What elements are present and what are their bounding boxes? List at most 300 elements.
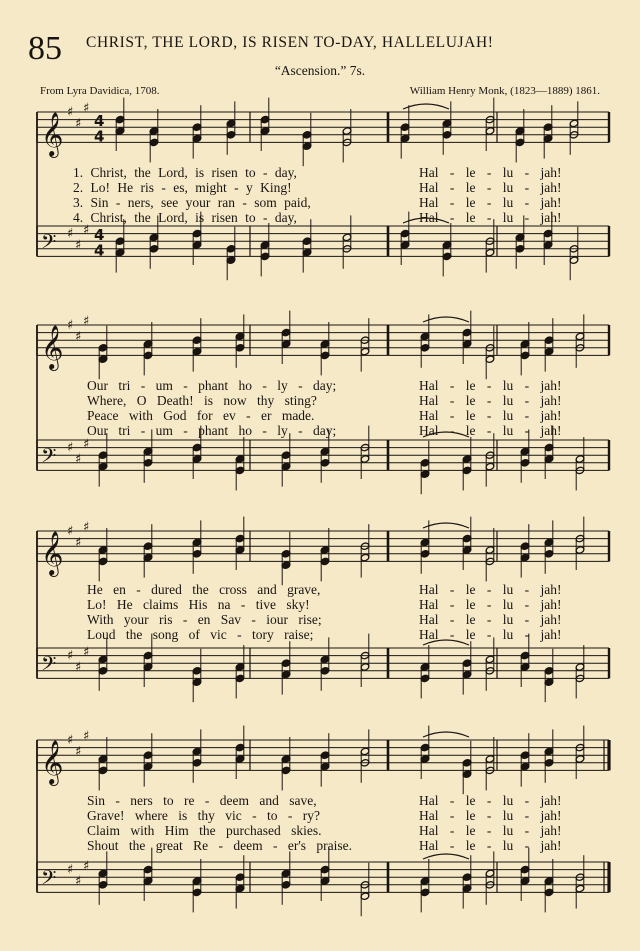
lyric-hallelujah: Hal - le - lu - jah! [419,423,562,438]
note-head [543,134,553,142]
sharp-icon: ♯ [75,535,82,551]
note-head [143,351,153,359]
sharp-icon: ♯ [67,226,74,242]
note-head [544,747,554,755]
lyric-verse-text: Peace with God for ev - er made. [87,408,315,423]
note-head [98,546,108,554]
note-head [235,884,245,892]
sharp-icon: ♯ [83,729,90,745]
note-head [485,237,495,245]
note-head [143,651,153,659]
note-head [320,546,330,554]
lyric-verse-text: Claim with Him the purchased skies. [87,823,322,838]
note-head [149,245,159,253]
note-head [235,873,245,881]
note-head [520,447,530,455]
note-head [98,755,108,763]
note-head [442,131,452,139]
note-head [320,340,330,348]
note-head [420,459,430,467]
note-head [462,466,472,474]
lyric-hallelujah: Hal - le - lu - jah! [419,195,562,210]
treble-staff [37,311,609,380]
note-head [260,115,270,123]
note-head [485,557,495,565]
note-head [98,451,108,459]
lyric-hallelujah: Hal - le - lu - jah! [419,582,562,597]
note-head [320,762,330,770]
note-head [462,659,472,667]
note-head [462,534,472,542]
sharp-icon: ♯ [75,238,82,253]
note-head [260,241,270,249]
sharp-icon: ♯ [83,644,90,660]
note-head [226,245,236,253]
note-head [143,877,153,885]
note-head [143,751,153,759]
note-head [281,869,291,877]
note-head [360,443,370,451]
note-head [462,670,472,678]
lyric-verse-text: 4. Christ, the Lord, is risen to - day, [73,210,297,225]
note-head [235,546,245,554]
lyric-verse-text: Our tri - um - phant ho - ly - day; [87,423,337,438]
text-source: From Lyra Davidica, 1708. [40,85,160,97]
note-head [98,655,108,663]
slur [423,317,469,322]
note-head [235,674,245,682]
note-head [544,455,554,463]
note-head [485,344,495,352]
note-head [485,667,495,675]
note-head [320,351,330,359]
sharp-icon: ♯ [75,329,82,345]
note-head [98,881,108,889]
note-head [575,546,585,554]
lyric-line [0,627,640,642]
lyric-hallelujah: Hal - le - lu - jah! [419,793,562,808]
note-head [543,241,553,249]
slur [423,732,469,737]
note-head [462,328,472,336]
note-head [360,347,370,355]
note-head [520,459,530,467]
lyric-line [0,582,640,597]
lyric-verse-text: 3. Sin - ners, see your ran - som paid, [73,195,311,210]
lyric-verse-text: 1. Christ, the Lord, is risen to - day, [73,165,297,180]
lyric-verse-text: Our tri - um - phant ho - ly - day; [87,378,337,393]
slur [423,854,469,859]
note-head [544,888,554,896]
lyric-hallelujah: Hal - le - lu - jah! [419,393,562,408]
lyric-hallelujah: Hal - le - lu - jah! [419,838,562,853]
bass-clef-icon: 𝄢 [41,651,57,680]
treble-staff [37,726,609,795]
treble-clef-icon: 𝄞 [41,111,64,156]
tune-name: “Ascension.” 7s. [274,63,366,78]
bass-staff [37,848,609,917]
note-head [192,229,202,237]
sharp-icon: ♯ [67,862,74,878]
lyric-verse-text: Where, O Death! is now thy sting? [87,393,317,408]
note-head [192,747,202,755]
lyric-verse-text: Lo! He claims His na - tive sky! [87,597,310,612]
note-head [360,747,370,755]
note-head [485,248,495,256]
note-head [485,755,495,763]
sharp-icon: ♯ [67,648,74,664]
note-head [575,663,585,671]
lyric-verse-text: With your ris - en Sav - iour rise; [87,612,322,627]
note-head [320,655,330,663]
treble-clef-icon: 𝄞 [41,530,64,575]
bass-clef-icon: 𝄢 [41,865,57,894]
note-head [281,550,291,558]
note-head [360,881,370,889]
note-head [235,755,245,763]
note-head [544,336,554,344]
note-head [281,340,291,348]
note-head [235,534,245,542]
note-head [302,237,312,245]
note-head [544,443,554,451]
note-head [143,663,153,671]
note-head [575,466,585,474]
note-head [485,115,495,123]
note-head [462,873,472,881]
note-head [575,873,585,881]
note-head [98,869,108,877]
note-head [520,542,530,550]
lyric-hallelujah: Hal - le - lu - jah! [419,823,562,838]
note-head [98,462,108,470]
note-head [302,131,312,139]
note-head [520,877,530,885]
note-head [192,538,202,546]
note-head [342,127,352,135]
lyric-line [0,597,640,612]
note-head [98,344,108,352]
note-head [192,877,202,885]
lyric-hallelujah: Hal - le - lu - jah! [419,378,562,393]
note-head [520,865,530,873]
lyric-line [0,408,640,423]
lyric-hallelujah: Hal - le - lu - jah! [419,210,562,225]
note-head [400,229,410,237]
sharp-icon: ♯ [67,105,74,120]
lyric-line [0,838,640,853]
note-head [442,252,452,260]
note-head [520,340,530,348]
note-head [420,663,430,671]
lyric-hallelujah: Hal - le - lu - jah! [419,180,562,195]
note-head [115,237,125,245]
note-head [281,766,291,774]
note-head [485,881,495,889]
note-head [235,743,245,751]
sharp-icon: ♯ [67,440,74,456]
sharp-icon: ♯ [83,314,90,330]
hymn-number: 85 [28,30,62,67]
treble-staff [37,98,609,167]
slur [423,523,469,528]
note-head [320,667,330,675]
bass-clef-icon: 𝄢 [41,229,57,258]
note-head [143,340,153,348]
note-head [515,233,525,241]
lyric-line [0,823,640,838]
note-head [569,256,579,264]
note-head [320,751,330,759]
note-head [569,245,579,253]
note-head [400,241,410,249]
note-head [98,355,108,363]
note-head [342,138,352,146]
note-head [400,123,410,131]
note-head [192,241,202,249]
note-head [420,550,430,558]
note-head [360,892,370,900]
note-head [342,245,352,253]
note-head [320,877,330,885]
lyric-verse-text: Shout the great Re - deem - er's praise. [87,838,352,853]
note-head [485,869,495,877]
note-head [226,131,236,139]
note-head [462,759,472,767]
lyric-verse-text: Sin - ners to re - deem and save, [87,793,317,808]
note-head [302,248,312,256]
sharp-icon: ♯ [75,116,82,132]
lyric-line [0,423,640,438]
note-head [143,542,153,550]
lyric-line [0,210,640,225]
note-head [320,557,330,565]
note-head [575,674,585,682]
note-head [360,663,370,671]
note-head [281,659,291,667]
lyric-verse-text: Loud the song of vic - tory raise; [87,627,314,642]
bass-clef-icon: 𝄢 [41,443,57,472]
note-head [543,123,553,131]
note-head [544,550,554,558]
note-head [485,451,495,459]
sharp-icon: ♯ [83,222,90,238]
sharp-icon: ♯ [83,520,90,536]
lyric-line [0,165,640,180]
note-head [192,134,202,142]
note-head [281,881,291,889]
note-head [400,134,410,142]
note-head [192,550,202,558]
note-head [235,344,245,352]
treble-staff [37,517,609,586]
lyric-hallelujah: Hal - le - lu - jah! [419,808,562,823]
hymn-title: CHRIST, THE LORD, IS RISEN TO-DAY, HALLELUJAH! [86,34,494,51]
note-head [515,138,525,146]
note-head [575,755,585,763]
sharp-icon: ♯ [67,733,74,748]
note-head [235,332,245,340]
lyric-verse-text: He en - dured the cross and grave, [87,582,321,597]
note-head [520,751,530,759]
note-head [115,248,125,256]
lyric-line [0,793,640,808]
time-signature-bottom: 4 [94,241,105,260]
sharp-icon: ♯ [75,660,82,675]
lyric-line [0,180,640,195]
lyric-line [0,612,640,627]
note-head [462,546,472,554]
lyric-hallelujah: Hal - le - lu - jah! [419,597,562,612]
note-head [485,127,495,135]
note-head [420,743,430,751]
note-head [235,455,245,463]
note-head [98,667,108,675]
note-head [192,678,202,686]
note-head [420,470,430,478]
note-head [360,553,370,561]
sharp-icon: ♯ [75,452,82,467]
note-head [192,667,202,675]
note-head [520,553,530,561]
note-head [149,127,159,135]
note-head [575,332,585,340]
note-head [192,455,202,463]
note-head [98,557,108,565]
note-head [360,542,370,550]
lyric-line [0,195,640,210]
sharp-icon: ♯ [67,524,74,539]
lyric-line [0,393,640,408]
sharp-icon: ♯ [67,318,74,333]
note-head [360,455,370,463]
note-head [281,755,291,763]
lyric-hallelujah: Hal - le - lu - jah! [419,612,562,627]
note-head [575,534,585,542]
note-head [192,336,202,344]
note-head [320,865,330,873]
note-head [281,670,291,678]
note-head [143,553,153,561]
note-head [420,344,430,352]
note-head [544,538,554,546]
note-head [360,651,370,659]
note-head [143,865,153,873]
sharp-icon: ♯ [83,436,90,452]
note-head [149,233,159,241]
note-head [420,755,430,763]
note-head [192,123,202,131]
note-head [320,447,330,455]
note-head [281,561,291,569]
note-head [520,351,530,359]
note-head [575,743,585,751]
note-head [569,119,579,127]
note-head [342,233,352,241]
time-signature-top: 4 [94,226,105,245]
note-head [192,347,202,355]
note-head [260,127,270,135]
note-head [575,884,585,892]
slur [403,104,449,109]
note-head [143,762,153,770]
note-head [192,443,202,451]
note-head [235,663,245,671]
note-head [462,455,472,463]
note-head [462,770,472,778]
note-head [192,759,202,767]
treble-clef-icon: 𝄞 [41,739,64,784]
note-head [420,674,430,682]
sharp-icon: ♯ [75,874,82,889]
note-head [281,328,291,336]
note-head [420,538,430,546]
note-head [485,462,495,470]
note-head [143,459,153,467]
note-head [260,252,270,260]
lyric-line [0,808,640,823]
note-head [115,127,125,135]
note-head [462,884,472,892]
note-head [281,451,291,459]
note-head [360,336,370,344]
note-head [143,447,153,455]
note-head [575,455,585,463]
note-head [442,241,452,249]
note-head [442,119,452,127]
note-head [520,651,530,659]
note-head [462,340,472,348]
note-head [98,766,108,774]
lyric-hallelujah: Hal - le - lu - jah! [419,627,562,642]
note-head [149,138,159,146]
note-head [544,759,554,767]
time-signature-top: 4 [94,112,105,131]
note-head [235,466,245,474]
note-head [520,663,530,671]
time-signature-bottom: 4 [94,127,105,146]
note-head [420,877,430,885]
note-head [281,462,291,470]
lyric-line [0,378,640,393]
lyric-verse-text: 2. Lo! He ris - es, might - y King! [73,180,292,195]
note-head [544,877,554,885]
note-head [515,127,525,135]
sharp-icon: ♯ [83,101,90,117]
note-head [543,229,553,237]
note-head [360,759,370,767]
note-head [544,678,554,686]
note-head [485,655,495,663]
note-head [569,131,579,139]
bass-staff [37,634,609,703]
lyric-verse-text: Grave! where is thy vic - to - ry? [87,808,320,823]
note-head [226,256,236,264]
note-head [575,344,585,352]
note-head [485,766,495,774]
music-source: William Henry Monk, (1823—1889) 1861. [409,85,600,97]
note-head [485,355,495,363]
note-head [226,119,236,127]
note-head [115,115,125,123]
note-head [520,762,530,770]
note-head [420,888,430,896]
sharp-icon: ♯ [75,744,82,760]
note-head [302,142,312,150]
lyric-hallelujah: Hal - le - lu - jah! [419,408,562,423]
note-head [192,888,202,896]
note-head [320,459,330,467]
